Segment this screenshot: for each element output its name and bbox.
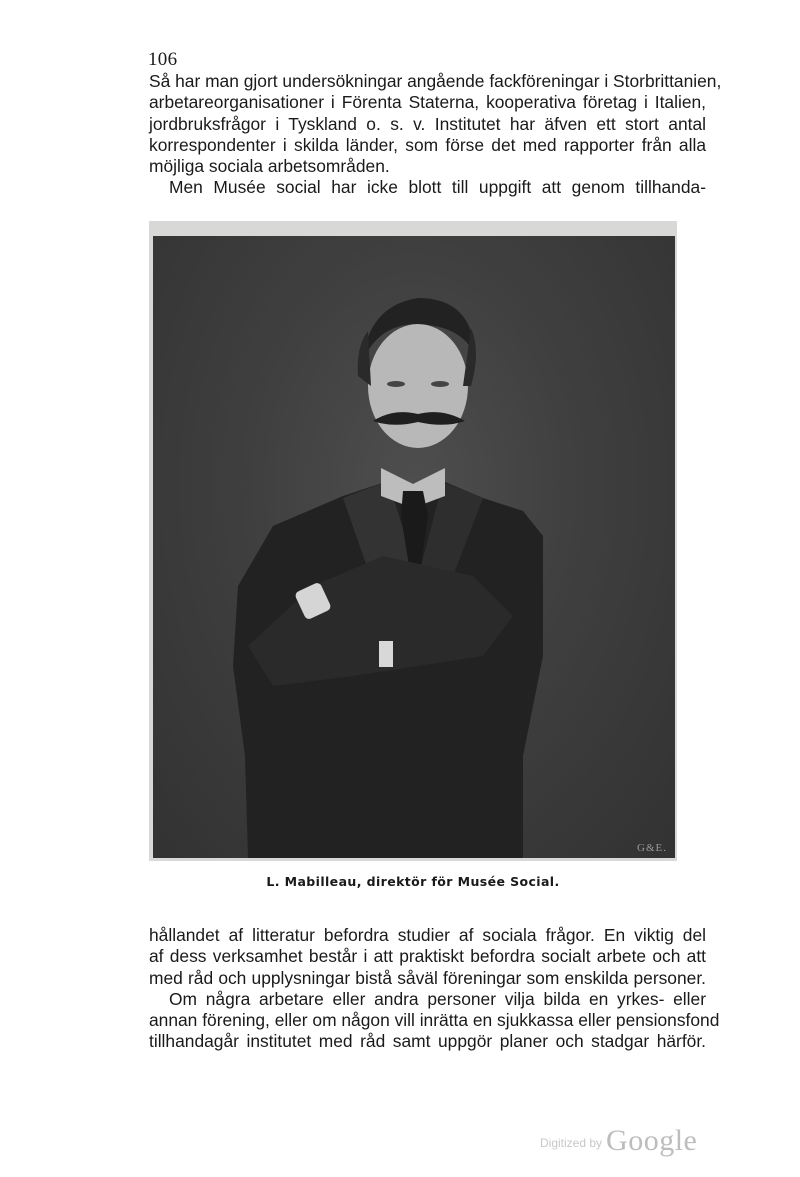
portrait-illustration bbox=[153, 236, 675, 858]
text-line: med råd och upplysningar bistå såväl föreningar som enskilda personer. bbox=[149, 967, 706, 988]
text-line: tillhandagår institutet med råd samt uppgör planer och stadgar härför. bbox=[149, 1031, 706, 1052]
text-line: Om några arbetare eller andra personer vilja bilda en yrkes- eller bbox=[169, 988, 706, 1009]
google-logo: Google bbox=[606, 1124, 698, 1157]
engraver-mark: G&E. bbox=[637, 842, 667, 854]
text-line: Men Musée social har icke blott till uppgift att genom tillhanda- bbox=[169, 177, 706, 198]
text-line: annan förening, eller om någon vill inrätta en sjukkassa eller pensionsfond bbox=[149, 1010, 720, 1031]
body-text-top bbox=[149, 71, 722, 199]
text-line: jordbruksfrågor i Tyskland o. s. v. Institutet har äfven ett stort antal bbox=[149, 113, 706, 134]
watermark-prefix: Digitized by bbox=[540, 1136, 603, 1150]
figure-caption: L. Mabilleau, direktör för Musée Social. bbox=[266, 874, 560, 889]
text-line: möjliga sociala arbetsområden. bbox=[149, 156, 390, 177]
portrait-photo bbox=[153, 236, 675, 858]
page-number: 106 bbox=[148, 49, 178, 70]
portrait-figure bbox=[149, 221, 677, 861]
text-line: hållandet af litteratur befordra studier af sociala frågor. En viktig del bbox=[149, 925, 706, 945]
text-line: arbetareorganisationer i Förenta Staterna, kooperativa företag i Italien, bbox=[149, 92, 706, 113]
body-text-bottom bbox=[149, 925, 720, 1053]
text-line: korrespondenter i skilda länder, som förse det med rapporter från alla bbox=[149, 134, 706, 155]
text-line: af dess verksamhet består i att praktiskt befordra socialt arbete och att bbox=[149, 946, 706, 967]
text-line: Så har man gjort undersökningar angående fackföreningar i Storbrittanien, bbox=[149, 71, 722, 91]
digitized-by-google-watermark bbox=[540, 1124, 697, 1158]
